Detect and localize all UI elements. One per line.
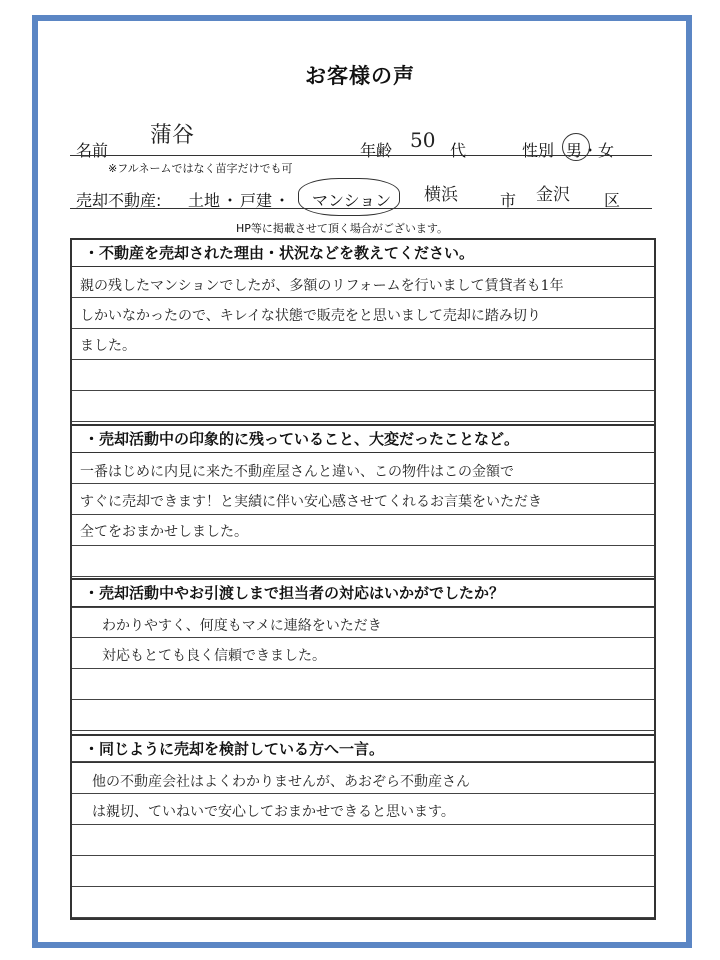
gender-label: 性別 xyxy=(522,141,555,160)
answer-line: しかいなかったので、キレイな状態で販売をと思いまして売却に踏み切り xyxy=(80,308,541,324)
ward-label: 区 xyxy=(604,191,621,210)
property-option-house: 戸建 xyxy=(240,191,273,210)
answer-line: は親切、ていねいで安心しておまかせできると思います。 xyxy=(92,804,455,820)
section-heading: ・売却活動中の印象的に残っていること、大変だったことなど。 xyxy=(72,426,654,453)
answer-line: 一番はじめに内見に来た不動産屋さんと違い、この物件はこの金額で xyxy=(80,464,514,480)
section-heading: ・同じように売却を検討している方へ一言。 xyxy=(72,736,654,763)
age-suffix: 代 xyxy=(450,141,467,160)
age-label: 年齢 xyxy=(360,141,393,160)
property-label: 売却不動産: xyxy=(76,191,162,210)
section-heading: ・売却活動中やお引渡しまで担当者の対応はいかがでしたか？ xyxy=(72,580,654,607)
page-title: お客様の声 xyxy=(305,64,415,88)
gender-selected-circle xyxy=(562,133,590,161)
name-label: 名前 xyxy=(76,141,109,160)
answer-line: ました。 xyxy=(80,338,136,354)
row-line-name xyxy=(70,155,652,156)
name-note: ※フルネームではなく苗字だけでも可 xyxy=(108,162,293,175)
age-value: 50 xyxy=(410,128,436,152)
name-value: 蒲谷 xyxy=(150,123,195,148)
answer-line: 対応もとても良く信頼できました。 xyxy=(102,648,326,664)
property-selected-circle xyxy=(298,178,400,216)
row-line-property xyxy=(70,208,652,209)
city-value: 横浜 xyxy=(424,185,458,205)
property-option-mansion: マンション xyxy=(312,191,392,210)
ward-value: 金沢 xyxy=(536,185,570,205)
answer-line: 親の残したマンションでしたが、多額のリフォームを行いまして賃貸者も1年 xyxy=(80,278,564,294)
answer-line: わかりやすく、何度もマメに連絡をいただき xyxy=(102,618,382,634)
property-option-land: 土地 xyxy=(188,191,221,210)
city-label: 市 xyxy=(500,191,517,210)
answer-line: すぐに売却できます！と実績に伴い安心感させてくれるお言葉をいただき xyxy=(80,494,542,510)
answer-line: 他の不動産会社はよくわかりませんが、あおぞら不動産さん xyxy=(92,774,470,790)
section-heading: ・不動産を売却された理由・状況などを教えてください。 xyxy=(72,240,654,267)
section-message xyxy=(70,734,656,920)
hp-note: HP等に掲載させて頂く場合がございます。 xyxy=(236,222,449,235)
answer-line: 全てをおまかせしました。 xyxy=(80,524,248,540)
section-reason xyxy=(70,238,656,453)
gender-options: 男・女 xyxy=(566,141,615,160)
